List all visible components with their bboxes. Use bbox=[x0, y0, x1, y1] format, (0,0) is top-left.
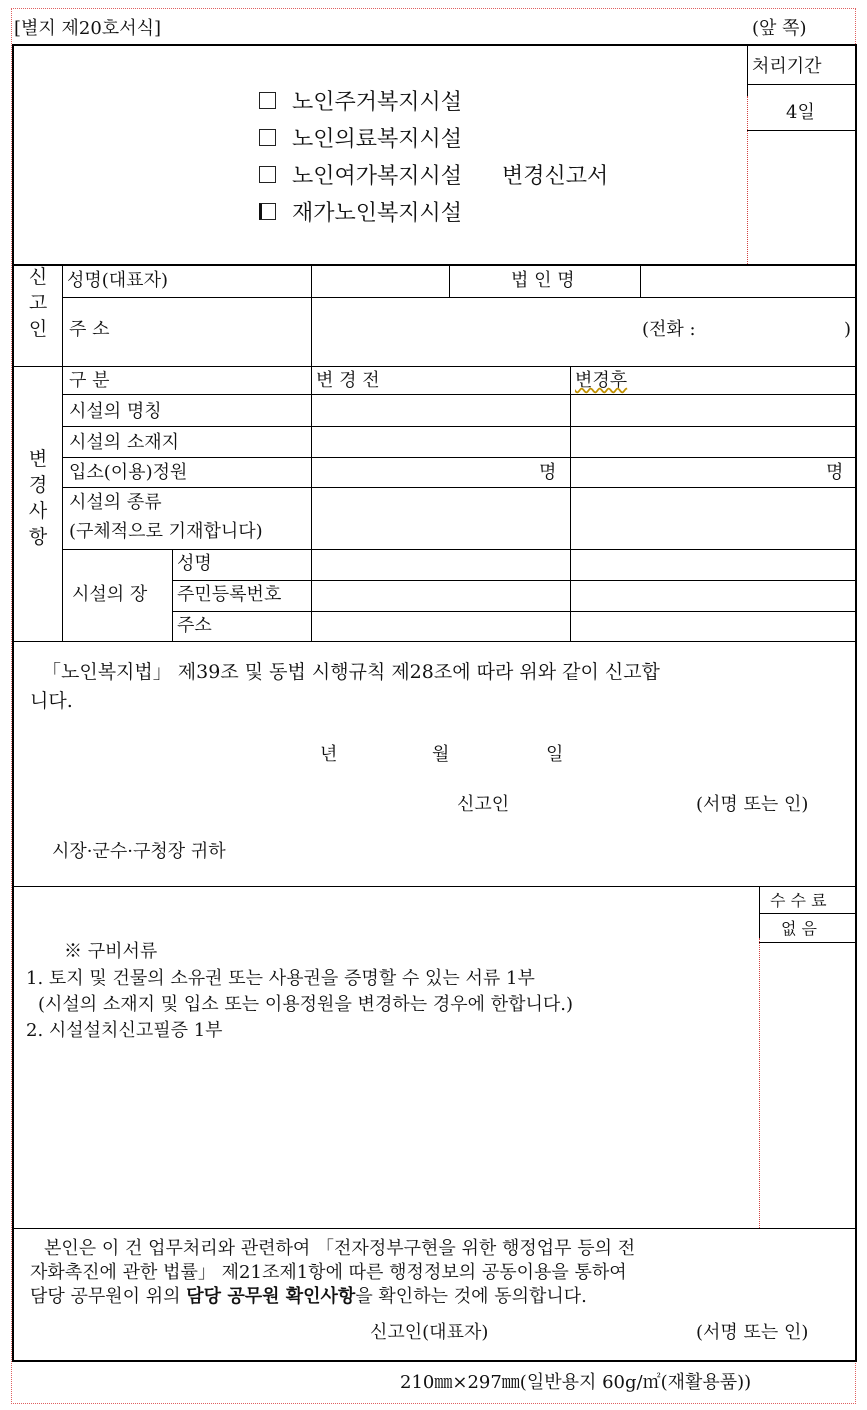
row-facility-type-note: (구체적으로 기재합니다) bbox=[69, 521, 263, 542]
required-doc-1: 1. 토지 및 건물의 소유권 또는 사용권을 증명할 수 있는 서류 1부 bbox=[26, 968, 535, 989]
col-after: 변경후 bbox=[575, 370, 628, 391]
checkbox-icon[interactable] bbox=[259, 166, 276, 183]
phone-close: ) bbox=[844, 319, 852, 340]
row-head-id: 주민등록번호 bbox=[177, 584, 282, 605]
page-side-label: (앞 쪽) bbox=[752, 18, 807, 39]
date-year: 년 bbox=[320, 744, 338, 765]
report-form bbox=[12, 44, 857, 1362]
capacity-unit-after: 명 bbox=[826, 462, 844, 483]
row-facility-type: 시설의 종류 bbox=[69, 492, 162, 513]
option-residential[interactable]: 노인주거복지시설 bbox=[259, 84, 608, 121]
col-before: 변 경 전 bbox=[316, 370, 380, 391]
checkbox-icon[interactable] bbox=[259, 129, 276, 146]
phone-label: (전화 : bbox=[642, 319, 696, 340]
consent-line-3: 담당 공무원이 위의 담당 공무원 확인사항을 확인하는 것에 동의합니다. bbox=[30, 1286, 587, 1307]
consent-line-1: 본인은 이 건 업무처리와 관련하여 「전자정부구현을 위한 행정업무 등의 전 bbox=[44, 1238, 636, 1259]
row-head-address: 주소 bbox=[177, 615, 212, 636]
corp-name-label: 법 인 명 bbox=[511, 270, 575, 291]
signature-label: (서명 또는 인) bbox=[696, 794, 809, 815]
option-medical[interactable]: 노인의료복지시설 bbox=[259, 121, 608, 158]
fee-label: 수 수 료 bbox=[770, 891, 827, 910]
col-category: 구 분 bbox=[69, 370, 110, 391]
address-field[interactable] bbox=[314, 302, 634, 360]
form-number: [별지 제20호서식] bbox=[14, 18, 161, 39]
consent-signature-label: (서명 또는 인) bbox=[696, 1322, 809, 1343]
address-label: 주 소 bbox=[69, 319, 110, 340]
consent-applicant-label: 신고인(대표자) bbox=[370, 1322, 489, 1343]
declaration-text: 「노인복지법」 제39조 및 동법 시행규칙 제28조에 따라 위와 같이 신고합 bbox=[42, 661, 660, 683]
changes-section-label: 변 경 사 항 bbox=[28, 448, 48, 548]
recipient: 시장·군수·구청장 귀하 bbox=[52, 841, 226, 862]
form-title bbox=[259, 84, 608, 232]
name-field[interactable] bbox=[314, 268, 446, 294]
row-facility-head: 시설의 장 bbox=[72, 584, 148, 605]
applicant-section-label: 신 고 인 bbox=[28, 266, 48, 340]
checkbox-icon[interactable] bbox=[259, 203, 276, 220]
processing-label: 처리기간 bbox=[752, 56, 822, 77]
row-head-name: 성명 bbox=[177, 553, 212, 574]
required-doc-2: 2. 시설설치신고필증 1부 bbox=[26, 1020, 223, 1041]
checkbox-icon[interactable] bbox=[259, 92, 276, 109]
required-docs-heading: ※ 구비서류 bbox=[64, 941, 158, 962]
required-doc-1-note: (시설의 소재지 및 입소 또는 이용정원을 변경하는 경우에 한합니다.) bbox=[38, 994, 574, 1015]
processing-value: 4일 bbox=[786, 102, 815, 123]
corp-name-field[interactable] bbox=[644, 268, 854, 294]
option-leisure[interactable]: 노인여가복지시설 변경신고서 bbox=[259, 158, 608, 195]
date-month: 월 bbox=[432, 744, 450, 765]
declarant-label: 신고인 bbox=[457, 794, 510, 815]
option-homecare[interactable]: 재가노인복지시설 bbox=[259, 195, 608, 232]
fee-value: 없 음 bbox=[781, 919, 817, 938]
title-suffix: 변경신고서 bbox=[502, 164, 609, 189]
consent-line-2: 자화촉진에 관한 법률」 제21조제1항에 따른 행정정보의 공동이용을 통하여 bbox=[30, 1262, 627, 1283]
row-facility-location: 시설의 소재지 bbox=[69, 432, 180, 453]
name-label: 성명(대표자) bbox=[67, 270, 168, 291]
date-day: 일 bbox=[546, 744, 564, 765]
declaration-text-cont: 니다. bbox=[30, 690, 73, 712]
paper-spec: 210㎜×297㎜(일반용지 60g/㎡(재활용품)) bbox=[400, 1372, 752, 1393]
row-capacity: 입소(이용)정원 bbox=[69, 462, 188, 483]
capacity-unit-before: 명 bbox=[539, 462, 557, 483]
row-facility-name: 시설의 명칭 bbox=[69, 401, 162, 422]
